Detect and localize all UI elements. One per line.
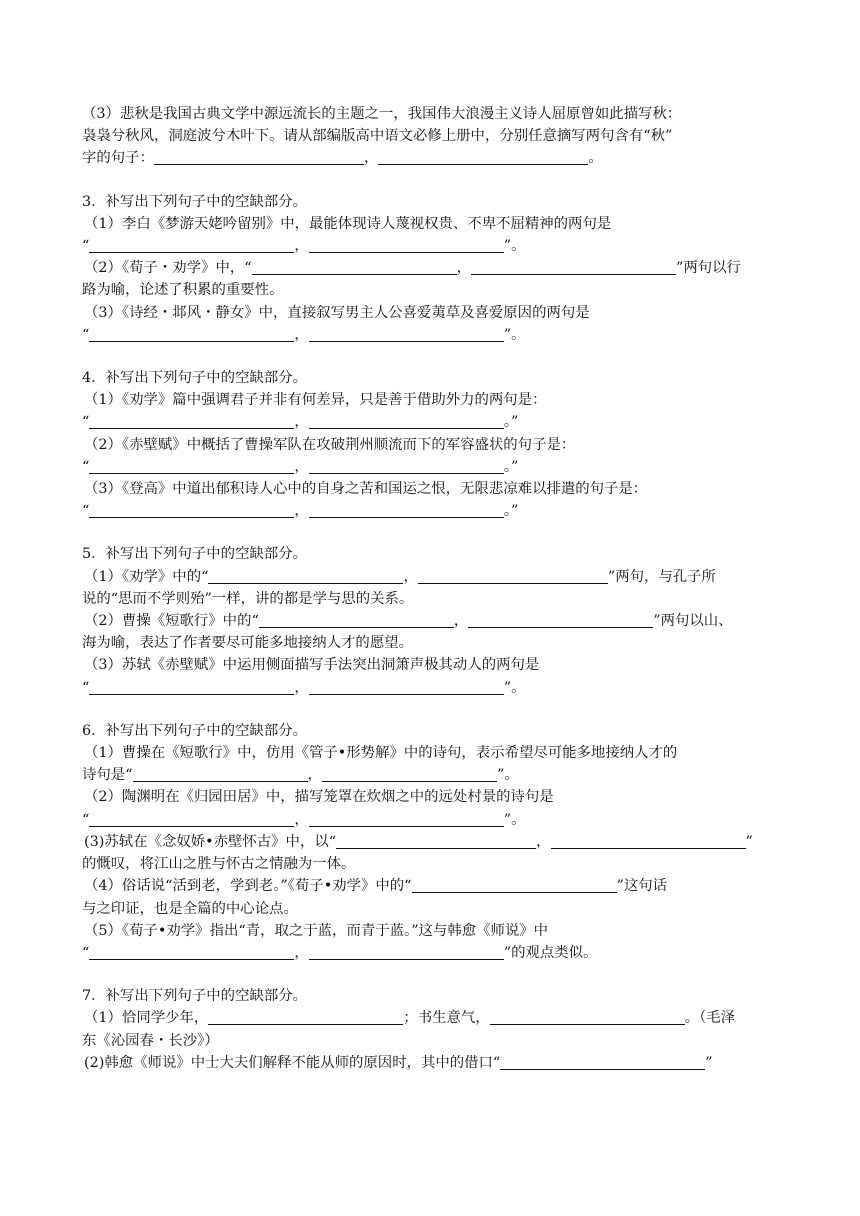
- comma: ，: [294, 503, 309, 520]
- q2-p3-line2: 袅袅兮秋风，洞庭波兮木叶下。请从部编版高中语文必修上册中，分别任意摘写两句含有“秋”: [82, 128, 673, 145]
- q4-part2: （2）《赤壁赋》中概括了曹操军队在攻破荆州顺流而下的军容盛状的句子是：: [84, 436, 576, 453]
- answer-blank[interactable]: [500, 1068, 705, 1070]
- answer-blank[interactable]: [309, 825, 504, 827]
- q3-part2: [82, 257, 788, 279]
- q6-p5-suffix: ”的观点类似。: [503, 944, 598, 961]
- q2-part3: [82, 103, 788, 170]
- close-quote: 。”: [503, 503, 519, 520]
- answer-blank[interactable]: [309, 251, 504, 253]
- answer-blank[interactable]: [259, 626, 454, 628]
- q6-p4-prefix: （4）俗话说“活到老，学到老。”《荀子•劝学》中的“: [84, 878, 412, 895]
- answer-blank[interactable]: [89, 693, 294, 695]
- answer-blank[interactable]: [89, 427, 294, 429]
- close-quote: 。”: [503, 414, 519, 431]
- open-quote: “: [82, 458, 90, 475]
- answer-blank[interactable]: [309, 958, 504, 960]
- answer-blank[interactable]: [336, 847, 536, 849]
- comma: ，: [403, 568, 418, 585]
- q6-p1-prefix: 诗句是“: [82, 767, 133, 784]
- q5-part2: [82, 610, 788, 632]
- answer-blank[interactable]: [309, 516, 504, 518]
- q5-part1: [82, 566, 788, 588]
- q4-part3: （3）《登高》中道出郁积诗人心中的自身之苦和国运之恨，无限悲凉难以排遣的句子是：: [84, 481, 648, 498]
- answer-blank[interactable]: [309, 340, 504, 342]
- q7-part2: [82, 1052, 788, 1074]
- answer-blank[interactable]: [378, 163, 588, 165]
- q6-part4: [82, 875, 788, 897]
- q5-part2-cont: 海为喻，表达了作者要尽可能多地接纳人才的愿望。: [82, 635, 413, 652]
- q6-part1: （1）曹操在《短歌行》中，仿用《管子•形势解》中的诗句，表示希望尽可能多地接纳人才的: [84, 745, 678, 762]
- q3-p2-suffix: ”两句以行: [676, 260, 741, 277]
- question-3: [82, 191, 788, 346]
- open-quote: “: [82, 811, 90, 828]
- q4-part3-blanks: [82, 500, 788, 522]
- answer-blank[interactable]: [322, 780, 497, 782]
- question-6: [82, 720, 788, 964]
- q2-p3-prefix: 字的句子：: [82, 150, 154, 167]
- worksheet: [82, 103, 788, 1095]
- question-7: [82, 985, 788, 1074]
- q3-part3-blanks: [82, 324, 788, 346]
- answer-blank[interactable]: [252, 273, 457, 275]
- period: 。: [588, 150, 603, 167]
- question-5: [82, 543, 788, 698]
- q3-part1-blanks: [82, 235, 788, 257]
- q7-p1-mid: ；书生意气，: [403, 1010, 490, 1027]
- answer-blank[interactable]: [309, 693, 504, 695]
- comma: ，: [294, 811, 309, 828]
- comma: ，: [363, 150, 379, 167]
- q5-p1-prefix: （1）《劝学》中的“: [84, 568, 209, 585]
- q5-part1-cont: 说的“思而不学则殆”一样，讲的都是学与思的关系。: [82, 590, 414, 607]
- close-quote: ”。: [503, 811, 526, 828]
- close-quote: ”: [705, 1054, 713, 1071]
- open-quote: “: [82, 326, 90, 343]
- open-quote: “: [82, 238, 90, 255]
- answer-blank[interactable]: [89, 516, 294, 518]
- answer-blank[interactable]: [89, 251, 294, 253]
- answer-blank[interactable]: [89, 472, 294, 474]
- q5-p1-suffix: ”两句，与孔子所: [607, 568, 716, 585]
- q4-heading: 4．补写出下列句子中的空缺部分。: [82, 370, 308, 387]
- answer-blank[interactable]: [471, 273, 676, 275]
- q2-p3-line3: [82, 147, 788, 169]
- open-quote: “: [82, 944, 90, 961]
- comma: ，: [294, 326, 309, 343]
- answer-blank[interactable]: [154, 163, 364, 165]
- answer-blank[interactable]: [418, 582, 608, 584]
- comma: ，: [294, 414, 309, 431]
- q5-p2-suffix: ”两句以山、: [653, 613, 733, 630]
- q6-heading: 6．补写出下列句子中的空缺部分。: [82, 722, 308, 739]
- comma: ，: [307, 767, 322, 784]
- q3-part1: （1）李白《梦游天姥吟留别》中，最能体现诗人蔑视权贵、不卑不屈精神的两句是: [84, 215, 612, 232]
- answer-blank[interactable]: [208, 1023, 403, 1025]
- q6-p4-suffix: ”这句话: [616, 878, 668, 895]
- answer-blank[interactable]: [89, 958, 294, 960]
- close-quote: ”。: [503, 326, 526, 343]
- q7-p1-prefix: （1）恰同学少年，: [84, 1010, 209, 1027]
- question-4: [82, 367, 788, 522]
- open-quote: “: [82, 503, 90, 520]
- q4-part2-blanks: [82, 456, 788, 478]
- q6-p3-prefix: (3)苏轼在《念奴娇•赤壁怀古》中，以“: [84, 833, 337, 850]
- answer-blank[interactable]: [208, 582, 403, 584]
- q7-p2-prefix: (2)韩愈《师说》中士大夫们解释不能从师的原因时，其中的借口“: [84, 1054, 501, 1071]
- answer-blank[interactable]: [89, 825, 294, 827]
- answer-blank[interactable]: [309, 472, 504, 474]
- answer-blank[interactable]: [490, 1023, 685, 1025]
- comma: ，: [456, 260, 472, 277]
- q5-part3-blanks: [82, 677, 788, 699]
- q2-p3-line1: （3）悲秋是我国古典文学中源远流长的主题之一，我国伟大浪漫主义诗人屈原曾如此描写秋：: [82, 106, 682, 122]
- q4-part1: （1）《劝学》篇中强调君子并非有何差异，只是善于借助外力的两句是：: [84, 392, 547, 409]
- q3-heading: 3．补写出下列句子中的空缺部分。: [82, 193, 308, 210]
- answer-blank[interactable]: [309, 427, 504, 429]
- answer-blank[interactable]: [468, 626, 653, 628]
- close-quote: ”: [745, 833, 753, 850]
- q6-part2: （2）陶渊明在《归园田居》中，描写笼罩在炊烟之中的远处村景的诗句是: [84, 789, 554, 806]
- comma: ，: [294, 944, 309, 961]
- q5-heading: 5．补写出下列句子中的空缺部分。: [82, 546, 308, 563]
- close-quote: ”。: [503, 238, 526, 255]
- comma: ，: [294, 458, 309, 475]
- q6-part4-cont: 与之印证，也是全篇的中心论点。: [82, 900, 298, 917]
- comma: ，: [453, 613, 469, 630]
- q7-p1-suffix: 。（毛泽: [684, 1010, 736, 1027]
- answer-blank[interactable]: [551, 847, 746, 849]
- q6-part2-blanks: [82, 809, 788, 831]
- q6-part5: （5）《荀子•劝学》指出“青，取之于蓝，而青于蓝。”这与韩愈《师说》中: [84, 922, 549, 939]
- q4-part1-blanks: [82, 411, 788, 433]
- answer-blank[interactable]: [412, 891, 617, 893]
- q6-part5-blanks: [82, 942, 788, 964]
- close-quote: ”。: [496, 767, 519, 784]
- q3-part2-cont: 路为喻，论述了积累的重要性。: [82, 282, 284, 299]
- answer-blank[interactable]: [89, 340, 294, 342]
- comma: ，: [294, 238, 309, 255]
- close-quote: 。”: [503, 458, 519, 475]
- q5-p2-prefix: （2）曹操《短歌行》中的“: [84, 613, 259, 630]
- q5-part3: （3）苏轼《赤壁赋》中运用侧面描写手法突出洞箫声极其动人的两句是: [84, 657, 540, 674]
- q6-part1-blanks: [82, 764, 788, 786]
- q3-p2-prefix: （2）《荀子・劝学》中，“: [84, 260, 252, 277]
- comma: ，: [294, 679, 309, 696]
- q7-part1: [82, 1007, 788, 1029]
- q7-heading: 7．补写出下列句子中的空缺部分。: [82, 988, 308, 1005]
- q6-part3: [82, 831, 788, 853]
- answer-blank[interactable]: [133, 780, 308, 782]
- close-quote: ”。: [503, 679, 526, 696]
- q6-part3-cont: 的慨叹，将江山之胜与怀古之情融为一体。: [82, 856, 356, 873]
- open-quote: “: [82, 414, 90, 431]
- q3-part3: （3）《诗经・邶风・静女》中，直接叙写男主人公喜爱荑草及喜爱原因的两句是: [84, 304, 590, 321]
- q7-part1-cont: 东《沁园春・长沙》）: [82, 1032, 219, 1049]
- open-quote: “: [82, 679, 90, 696]
- comma: ，: [536, 833, 551, 850]
